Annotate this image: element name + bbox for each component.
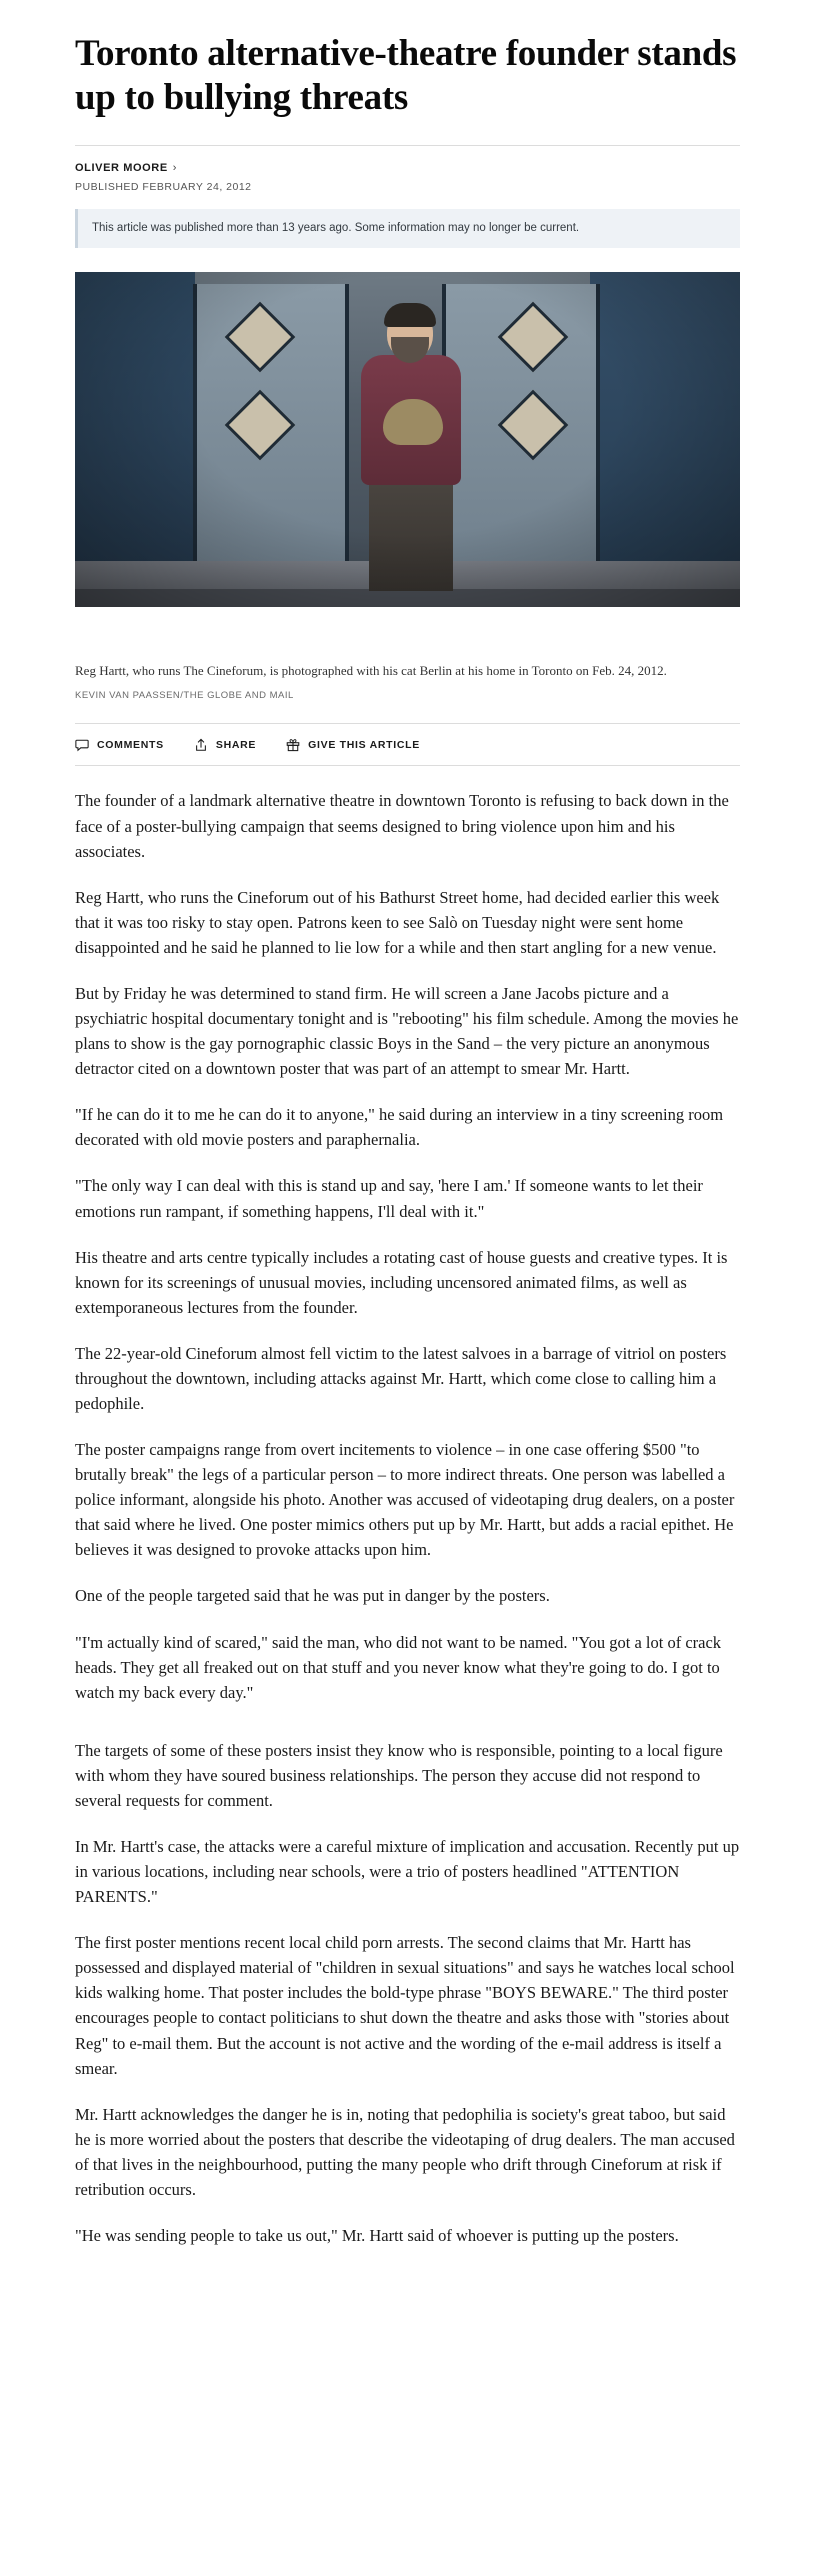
gift-icon [286, 738, 300, 752]
share-icon [194, 738, 208, 752]
article-action-bar [75, 723, 740, 766]
comment-icon [75, 738, 89, 752]
article-figure [75, 272, 740, 702]
paragraph: The first poster mentions recent local child porn arrests. The second claims that Mr. Hartt has possessed and displayed material of "children in sexual situations" and says he watches local school kids walking home. That poster includes the bold-type phrase "BOYS BEWARE." The third poster encourages people to contact politicians to shut down the theatre and asks those with "stories about Reg" to e-mail them. But the account is not active and the wording of the e-mail address is itself a smear. [75, 1933, 735, 2078]
paragraph: The targets of some of these posters insist they know who is responsible, pointing to a local figure with whom they have soured business relationships. The person they accuse did not respond to several requests for comment. [75, 1740, 723, 1810]
paragraph: One of the people targeted said that he was put in danger by the posters. [75, 1586, 550, 1606]
article-body [75, 788, 740, 2248]
paragraph: His theatre and arts centre typically includes a rotating cast of house guests and creative types. It is known for its screenings of unusual movies, including uncensored animated films, as well as extemporaneous lectures from the founder. [75, 1247, 728, 1317]
page-title: Toronto alternative-theatre founder stands up to bullying threats [75, 33, 737, 118]
comments-label: COMMENTS [97, 739, 164, 752]
share-label: SHARE [215, 739, 257, 752]
author-link[interactable] [75, 162, 740, 174]
comments-button[interactable] [75, 738, 164, 752]
photo-caption: Reg Hartt, who runs The Cineforum, is photographed with his cat Berlin at his home in Toronto on Feb. 24, 2012. [75, 662, 667, 678]
paragraph: "He was sending people to take us out," Mr. Hartt said of whoever is putting up the posters. [75, 2226, 679, 2245]
published-date: PUBLISHED FEBRUARY 24, 2012 [75, 181, 252, 194]
share-button[interactable] [194, 738, 256, 752]
chevron-right-icon: › [172, 162, 178, 175]
paragraph: In Mr. Hartt's case, the attacks were a careful mixture of implication and accusation. Recently put up in various locations, including near schools, were a trio of posters headlined "ATTENTION PARENTS." [75, 1836, 740, 1907]
paragraph: Reg Hartt, who runs the Cineforum out of his Bathurst Street home, had decided earlier this week that it was too risky to stay open. Patrons keen to see Salò on Tuesday night were sent home disappointed and he said he planned to lie low for a while and then start angling for a new venue. [75, 887, 720, 957]
author-name: OLIVER MOORE [75, 162, 168, 175]
paragraph: But by Friday he was determined to stand firm. He will screen a Jane Jacobs picture and a psychiatric hospital documentary tonight and is "rebooting" his film schedule. Among the movies he plans to show is the gay pornographic classic Boys in the Sand – the very picture an anonymous detractor cited on a downtown poster that was part of an attempt to smear Mr. Hartt. [75, 983, 739, 1079]
photo-vignette [75, 272, 740, 607]
photo-credit: KEVIN VAN PAASSEN/THE GLOBE AND MAIL [75, 690, 294, 702]
byline-block [75, 162, 740, 193]
paragraph: "The only way I can deal with this is stand up and say, 'here I am.' If someone wants to let their emotions run rampant, if something happens, I'll deal with it." [75, 1176, 703, 1221]
age-notice: This article was published more than 13 years ago. Some information may no longer be current. [75, 209, 740, 248]
give-article-label: GIVE THIS ARTICLE [308, 739, 420, 752]
paragraph: The 22-year-old Cineforum almost fell victim to the latest salvoes in a barrage of vitriol on posters throughout the downtown, including attacks against Mr. Hartt, which come close to calling him a pedophile. [75, 1343, 727, 1413]
paragraph: The poster campaigns range from overt incitements to violence – in one case offering $500 "to brutally break" the legs of a particular person – to more indirect threats. One person was labelled a police informant, alongside his photo. Another was accused of videotaping drug dealers, on a poster that said where he lived. One poster mimics others put up by Mr. Hartt, but adds a racial epithet. He believes it was designed to provoke attacks upon him. [75, 1440, 735, 1560]
article-photo [75, 272, 740, 607]
paragraph: Mr. Hartt acknowledges the danger he is in, noting that pedophilia is society's great taboo, but said he is more worried about the posters that describe the videotaping of drug dealers. The man accused of that lives in the neighbourhood, putting the many people who drift through Cineforum at risk if retribution occurs. [75, 2104, 735, 2199]
paragraph: "I'm actually kind of scared," said the man, who did not want to be named. "You got a lot of crack heads. They get all freaked out on that stuff and you never know what they're going to do. I got to watch my back every day." [75, 1632, 722, 1702]
paragraph: "If he can do it to me he can do it to anyone," he said during an interview in a tiny screening room decorated with old movie posters and paraphernalia. [75, 1105, 724, 1150]
paragraph: The founder of a landmark alternative theatre in downtown Toronto is refusing to back down in the face of a poster-bullying campaign that seems designed to bring violence upon him and his associates. [75, 791, 729, 861]
headline-divider [75, 145, 740, 146]
give-article-button[interactable] [286, 738, 420, 752]
